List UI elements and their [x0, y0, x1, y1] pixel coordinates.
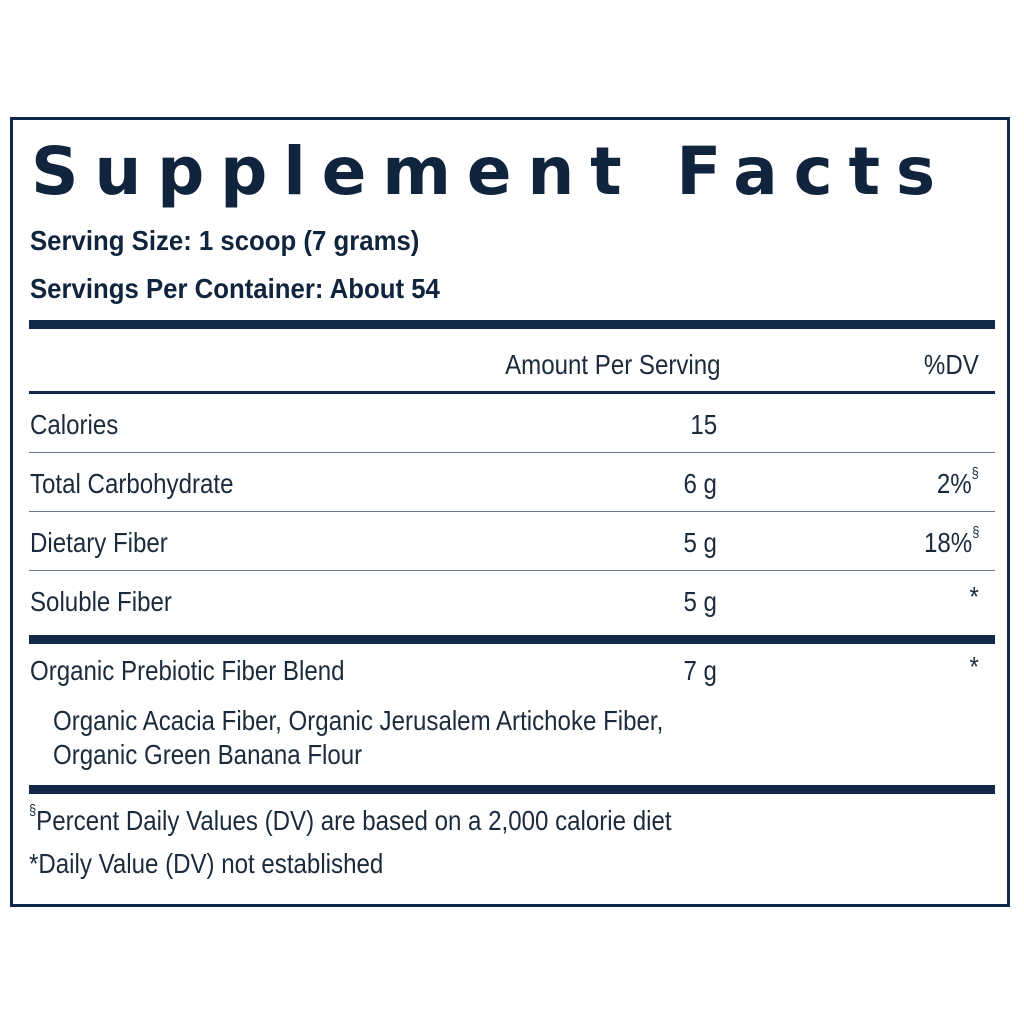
servings-per-container: Servings Per Container: About 54 [30, 273, 440, 304]
footnote-not-established: *Daily Value (DV) not established [29, 848, 384, 879]
blend-dv: * [969, 651, 979, 682]
blend-ingredients-line1: Organic Acacia Fiber, Organic Jerusalem Artichoke Fiber, [53, 705, 664, 736]
blend-ingredients-line2: Organic Green Banana Flour [53, 739, 363, 770]
footnote-dv-text: Percent Daily Values (DV) are based on a 2,000 calorie diet [36, 805, 672, 836]
row-name-total-carbohydrate: Total Carbohydrate [30, 468, 234, 499]
dv-value: 18% [923, 527, 972, 558]
thick-divider [29, 785, 995, 794]
thick-divider [29, 635, 995, 644]
dv-value: 2% [937, 468, 972, 499]
row-name-dietary-fiber: Dietary Fiber [30, 527, 168, 558]
row-divider [29, 511, 995, 512]
footnote-dv-basis [29, 804, 672, 838]
row-name-soluble-fiber: Soluble Fiber [30, 586, 172, 617]
row-divider [29, 452, 995, 453]
blend-name: Organic Prebiotic Fiber Blend [30, 655, 345, 686]
row-divider [29, 570, 995, 571]
header-divider [29, 391, 995, 394]
row-amount-calories: 15 [690, 409, 717, 440]
thick-divider [29, 320, 995, 329]
header-dv: %DV [924, 349, 979, 380]
row-dv-dietary-fiber [924, 526, 979, 560]
row-dv-total-carbohydrate [937, 467, 979, 501]
serving-size: Serving Size: 1 scoop (7 grams) [30, 225, 420, 256]
header-amount: Amount Per Serving [505, 349, 721, 380]
row-name-calories: Calories [30, 409, 119, 440]
panel-title: Supplement Facts [31, 133, 951, 210]
section-mark: § [29, 802, 37, 819]
blend-amount: 7 g [683, 655, 717, 686]
row-amount-soluble-fiber: 5 g [683, 586, 717, 617]
row-dv-soluble-fiber: * [969, 581, 979, 612]
supplement-facts-panel [10, 117, 1010, 907]
row-amount-dietary-fiber: 5 g [683, 527, 717, 558]
row-amount-total-carbohydrate: 6 g [683, 468, 717, 499]
section-mark: § [971, 524, 979, 541]
section-mark: § [971, 465, 979, 482]
